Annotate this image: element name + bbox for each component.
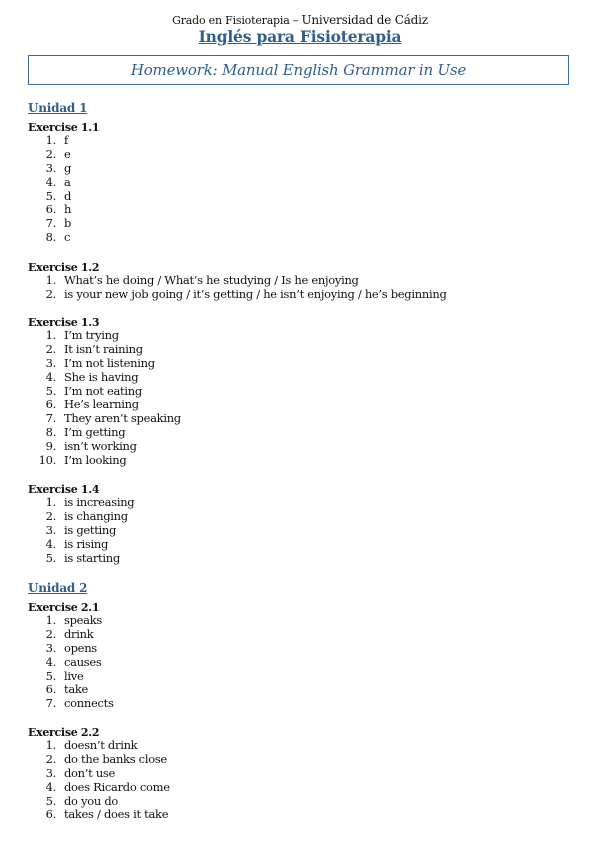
list-item-number: 5.	[45, 793, 56, 808]
answer-text: They aren’t speaking	[64, 411, 181, 426]
answer-text: causes	[64, 654, 102, 669]
list-item-number: 2.	[45, 508, 56, 523]
list-item-number: 5.	[45, 188, 56, 203]
answer-text: live	[64, 668, 84, 683]
list-item-number: 10.	[38, 453, 56, 468]
list-item-number: 4.	[45, 536, 56, 551]
answer-text: do you do	[64, 793, 119, 808]
list-item-number: 7.	[45, 696, 56, 711]
answer-text: is getting	[64, 522, 117, 537]
degree-name: Grado en Fisioterapia	[172, 14, 290, 27]
answer-text: d	[64, 188, 72, 203]
answer-text: I’m trying	[64, 328, 119, 342]
list-item-number: 7.	[45, 411, 56, 426]
answer-text: e	[64, 146, 71, 161]
list-item-number: 6.	[45, 397, 56, 412]
answer-text: h	[64, 202, 72, 217]
answer-text: is starting	[64, 550, 120, 565]
list-item-number: 4.	[45, 369, 56, 384]
answer-text: takes / does it take	[64, 807, 169, 822]
list-item-number: 6.	[45, 682, 56, 697]
unit-title: Unidad 1	[28, 101, 88, 115]
unit-title: Unidad 2	[28, 581, 88, 595]
list-item-number: 1.	[45, 738, 56, 752]
answer-text: I’m looking	[64, 453, 127, 468]
list-item-number: 1.	[45, 133, 56, 147]
list-item-number: 5.	[45, 550, 56, 565]
exercise-title: Exercise 2.2	[28, 726, 100, 739]
answer-text: do the banks close	[64, 751, 167, 766]
answer-text: I’m not eating	[64, 383, 142, 398]
answer-text: speaks	[64, 613, 102, 627]
answer-text: What’s he doing / What’s he studying / Is he enjoying	[64, 273, 359, 287]
university-name: Universidad de Cádiz	[301, 13, 428, 27]
list-item-number: 3.	[45, 160, 56, 175]
list-item-number: 3.	[45, 522, 56, 537]
answer-text: take	[64, 682, 89, 697]
answer-text: a	[64, 174, 71, 189]
answer-text: is increasing	[64, 495, 135, 509]
list-item-number: 2.	[45, 341, 56, 356]
answer-text: She is having	[64, 369, 139, 384]
exercise-title: Exercise 1.4	[28, 483, 100, 496]
list-item-number: 4.	[45, 779, 56, 794]
exercise-title: Exercise 1.2	[28, 261, 100, 274]
header-line	[0, 13, 600, 27]
answer-text: It isn’t raining	[64, 341, 143, 356]
list-item-number: 6.	[45, 807, 56, 822]
exercise-title: Exercise 1.3	[28, 316, 100, 329]
list-item-number: 4.	[45, 174, 56, 189]
answer-text: doesn’t drink	[64, 738, 138, 752]
homework-title: Homework: Manual English Grammar in Use	[130, 61, 467, 79]
answer-text: isn’t working	[64, 439, 137, 454]
header-separator: –	[292, 14, 299, 27]
answer-text: opens	[64, 640, 97, 655]
list-item-number: 6.	[45, 202, 56, 217]
list-item-number: 2.	[45, 286, 56, 301]
answer-text: f	[64, 133, 68, 147]
exercise-title: Exercise 2.1	[28, 601, 100, 614]
answer-text: g	[64, 160, 72, 175]
list-item-number: 1.	[45, 273, 56, 287]
list-item-number: 5.	[45, 383, 56, 398]
course-title: Inglés para Fisioterapia	[198, 27, 402, 46]
answer-text: connects	[64, 696, 114, 711]
list-item-number: 1.	[45, 613, 56, 627]
list-item-number: 1.	[45, 495, 56, 509]
list-item-number: 3.	[45, 640, 56, 655]
answer-text: is your new job going / it’s getting / he isn’t enjoying / he’s beginning	[64, 286, 447, 301]
exercise-title: Exercise 1.1	[28, 121, 100, 134]
list-item-number: 8.	[45, 425, 56, 440]
answer-text: does Ricardo come	[64, 779, 170, 794]
answer-text: I’m not listening	[64, 355, 155, 370]
answer-text: I’m getting	[64, 425, 126, 440]
answer-text: drink	[64, 626, 94, 641]
homework-title-box	[28, 55, 569, 85]
list-item-number: 5.	[45, 668, 56, 683]
answer-text: He’s learning	[64, 397, 139, 412]
answer-text: c	[64, 230, 71, 245]
list-item-number: 8.	[45, 230, 56, 245]
list-item-number: 3.	[45, 765, 56, 780]
answer-text: is rising	[64, 536, 109, 551]
list-item-number: 2.	[45, 626, 56, 641]
list-item-number: 2.	[45, 146, 56, 161]
answer-text: is changing	[64, 508, 128, 523]
list-item-number: 9.	[45, 439, 56, 454]
list-item-number: 3.	[45, 355, 56, 370]
list-item-number: 4.	[45, 654, 56, 669]
list-item-number: 1.	[45, 328, 56, 342]
answer-text: don’t use	[64, 765, 116, 780]
answer-text: b	[64, 216, 72, 231]
list-item-number: 7.	[45, 216, 56, 231]
list-item-number: 2.	[45, 751, 56, 766]
